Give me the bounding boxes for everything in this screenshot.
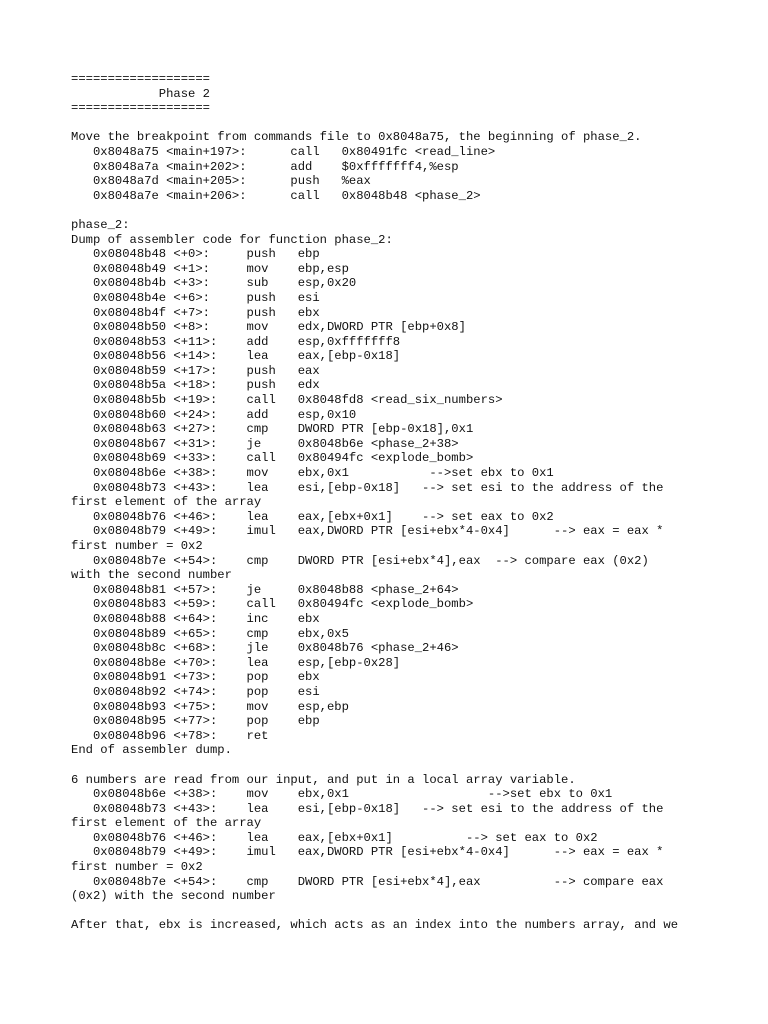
text-line: 0x08048b48 <+0>: push ebp	[71, 247, 320, 262]
text-line: 0x8048a7d <main+205>: push %eax	[71, 174, 371, 189]
text-line: 0x08048b79 <+49>: imul eax,DWORD PTR [esi+ebx*4-0x4] --> eax = eax *	[71, 845, 664, 860]
text-line	[71, 758, 761, 773]
text-line: Dump of assembler code for function phase_2:	[71, 232, 393, 247]
text-line: first number = 0x2	[71, 860, 203, 875]
text-line: 0x08048b67 <+31>: je 0x8048b6e <phase_2+38>	[71, 436, 459, 451]
text-line: 0x08048b6e <+38>: mov ebx,0x1 -->set ebx to 0x1	[71, 787, 613, 802]
text-line: 0x08048b91 <+73>: pop ebx	[71, 670, 320, 685]
text-line: phase_2:	[71, 217, 130, 232]
text-line: first element of the array	[71, 495, 262, 510]
text-line: 0x08048b4f <+7>: push ebx	[71, 305, 320, 320]
text-line: 0x08048b4b <+3>: sub esp,0x20	[71, 276, 357, 291]
text-line: End of assembler dump.	[71, 743, 232, 758]
text-line: 0x08048b95 <+77>: pop ebp	[71, 714, 320, 729]
text-line: 0x08048b59 <+17>: push eax	[71, 363, 320, 378]
text-line: 0x08048b56 <+14>: lea eax,[ebp-0x18]	[71, 349, 401, 364]
text-line: 0x08048b60 <+24>: add esp,0x10	[71, 407, 357, 422]
text-line: 0x08048b4e <+6>: push esi	[71, 290, 320, 305]
text-line: 0x8048a7e <main+206>: call 0x8048b48 <phase_2>	[71, 188, 481, 203]
text-line: 0x08048b6e <+38>: mov ebx,0x1 -->set ebx to 0x1	[71, 466, 554, 481]
text-line: 0x08048b92 <+74>: pop esi	[71, 684, 320, 699]
text-line: first element of the array	[71, 816, 262, 831]
text-line: 0x08048b88 <+64>: inc ebx	[71, 611, 320, 626]
text-line: Move the breakpoint from commands file to 0x8048a75, the beginning of phase_2.	[71, 130, 642, 145]
text-line	[71, 203, 761, 218]
text-line: 0x08048b83 <+59>: call 0x80494fc <explode_bomb>	[71, 597, 474, 612]
text-line: 0x08048b8e <+70>: lea esp,[ebp-0x28]	[71, 655, 401, 670]
text-line: 0x08048b73 <+43>: lea esi,[ebp-0x18] --> set esi to the address of the	[71, 801, 664, 816]
text-line: 0x08048b81 <+57>: je 0x8048b88 <phase_2+64>	[71, 582, 459, 597]
text-line: 0x08048b89 <+65>: cmp ebx,0x5	[71, 626, 349, 641]
text-line: 0x08048b63 <+27>: cmp DWORD PTR [ebp-0x18],0x1	[71, 422, 474, 437]
text-line: 0x08048b8c <+68>: jle 0x8048b76 <phase_2+46>	[71, 641, 459, 656]
text-line: ===================	[71, 72, 210, 86]
text-line: 0x08048b5b <+19>: call 0x8048fd8 <read_six_numbers>	[71, 393, 503, 408]
text-line: 0x08048b79 <+49>: imul eax,DWORD PTR [esi+ebx*4-0x4] --> eax = eax *	[71, 524, 664, 539]
text-line: 0x08048b53 <+11>: add esp,0xfffffff8	[71, 334, 401, 349]
text-line: 0x08048b76 <+46>: lea eax,[ebx+0x1] --> set eax to 0x2	[71, 509, 554, 524]
text-line: 0x08048b93 <+75>: mov esp,ebp	[71, 699, 349, 714]
text-line: 0x08048b7e <+54>: cmp DWORD PTR [esi+ebx*4],eax --> compare eax (0x2)	[71, 553, 649, 568]
text-line: (0x2) with the second number	[71, 889, 276, 904]
text-line: with the second number	[71, 568, 232, 583]
text-line: 0x08048b5a <+18>: push edx	[71, 378, 320, 393]
text-line: 0x08048b49 <+1>: mov ebp,esp	[71, 261, 349, 276]
text-line: 0x8048a7a <main+202>: add $0xfffffff4,%esp	[71, 159, 459, 174]
text-line: 0x08048b69 <+33>: call 0x80494fc <explode_bomb>	[71, 451, 474, 466]
text-line: Phase 2	[71, 86, 210, 101]
text-line: 6 numbers are read from our input, and put in a local array variable.	[71, 772, 576, 787]
text-line: 0x08048b50 <+8>: mov edx,DWORD PTR [ebp+0x8]	[71, 320, 466, 335]
text-line: After that, ebx is increased, which acts as an index into the numbers array, and we	[71, 918, 679, 933]
text-line	[71, 116, 761, 131]
text-line: 0x08048b96 <+78>: ret	[71, 728, 269, 743]
text-line: 0x08048b7e <+54>: cmp DWORD PTR [esi+ebx*4],eax --> compare eax	[71, 874, 664, 889]
text-line	[71, 904, 761, 919]
text-line: 0x08048b76 <+46>: lea eax,[ebx+0x1] --> set eax to 0x2	[71, 830, 598, 845]
text-line: 0x8048a75 <main+197>: call 0x80491fc <read_line>	[71, 144, 496, 159]
document-text	[71, 72, 761, 933]
text-line: 0x08048b73 <+43>: lea esi,[ebp-0x18] --> set esi to the address of the	[71, 480, 664, 495]
text-line: ===================	[71, 101, 210, 116]
text-line: first number = 0x2	[71, 539, 203, 553]
